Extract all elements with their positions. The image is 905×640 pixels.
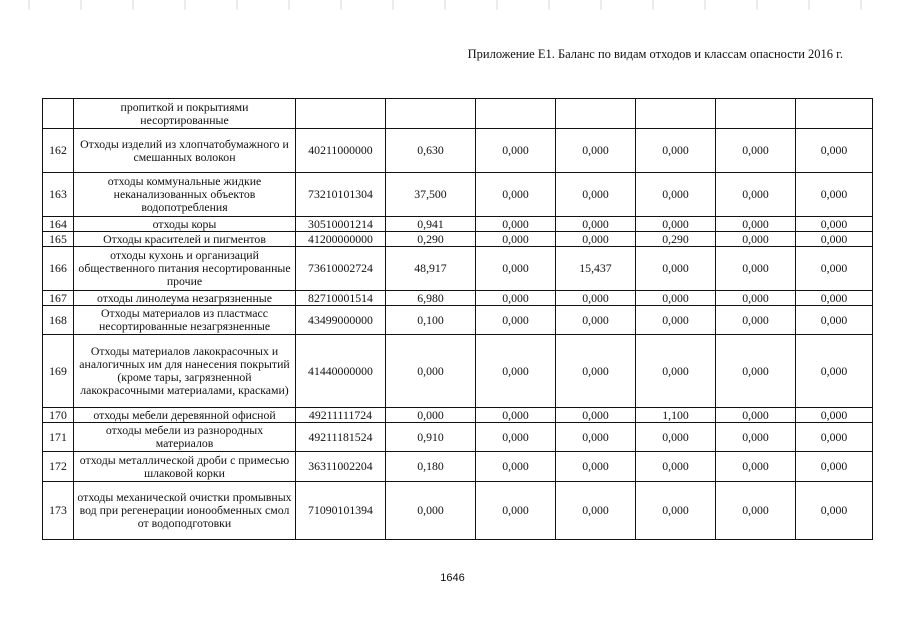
waste-code-cell: 36311002204 [296, 452, 386, 482]
value-cell: 0,000 [476, 482, 556, 540]
value-cell: 0,000 [386, 482, 476, 540]
value-cell: 0,000 [556, 291, 636, 306]
row-number-cell: 172 [43, 452, 74, 482]
waste-balance-table [42, 98, 873, 540]
waste-code-cell: 40211000000 [296, 129, 386, 173]
value-cell: 0,000 [716, 306, 796, 335]
value-cell [386, 99, 476, 129]
waste-name-cell: отходы мебели из разнородных материалов [74, 423, 296, 452]
row-number-cell: 173 [43, 482, 74, 540]
row-number-cell: 170 [43, 408, 74, 423]
value-cell: 0,000 [636, 173, 716, 217]
value-cell: 0,000 [796, 423, 873, 452]
table-row [43, 408, 873, 423]
value-cell: 0,000 [796, 482, 873, 540]
value-cell: 0,000 [716, 173, 796, 217]
waste-code-cell [296, 99, 386, 129]
value-cell: 0,000 [716, 291, 796, 306]
waste-name-cell: Отходы изделий из хлопчатобумажного и смешанных волокон [74, 129, 296, 173]
table-row [43, 452, 873, 482]
row-number-cell: 164 [43, 217, 74, 232]
waste-code-cell: 43499000000 [296, 306, 386, 335]
row-number-cell: 166 [43, 247, 74, 291]
value-cell [476, 99, 556, 129]
waste-name-cell: отходы линолеума незагрязненные [74, 291, 296, 306]
table-row [43, 232, 873, 247]
row-number-cell: 165 [43, 232, 74, 247]
value-cell: 0,000 [556, 335, 636, 408]
value-cell: 0,000 [476, 291, 556, 306]
value-cell: 0,000 [636, 452, 716, 482]
value-cell: 37,500 [386, 173, 476, 217]
value-cell: 0,000 [796, 291, 873, 306]
value-cell [636, 99, 716, 129]
table-row [43, 423, 873, 452]
value-cell: 0,000 [636, 129, 716, 173]
value-cell: 0,180 [386, 452, 476, 482]
value-cell: 0,000 [476, 232, 556, 247]
value-cell: 0,000 [716, 217, 796, 232]
value-cell: 1,100 [636, 408, 716, 423]
value-cell: 0,000 [796, 247, 873, 291]
value-cell: 0,000 [556, 306, 636, 335]
value-cell: 0,000 [556, 232, 636, 247]
table-row [43, 335, 873, 408]
value-cell: 0,000 [476, 408, 556, 423]
value-cell: 0,100 [386, 306, 476, 335]
value-cell: 0,000 [476, 306, 556, 335]
table-row [43, 247, 873, 291]
value-cell: 0,000 [796, 335, 873, 408]
row-number-cell: 163 [43, 173, 74, 217]
row-number-cell: 169 [43, 335, 74, 408]
value-cell: 0,000 [476, 217, 556, 232]
waste-name-cell: Отходы красителей и пигментов [74, 232, 296, 247]
row-number-cell: 168 [43, 306, 74, 335]
waste-name-cell: отходы коры [74, 217, 296, 232]
value-cell: 6,980 [386, 291, 476, 306]
value-cell: 0,000 [796, 452, 873, 482]
waste-code-cell: 49211181524 [296, 423, 386, 452]
table-row [43, 482, 873, 540]
value-cell: 0,000 [796, 306, 873, 335]
value-cell: 0,000 [556, 408, 636, 423]
value-cell: 0,000 [556, 173, 636, 217]
row-number-cell [43, 99, 74, 129]
value-cell: 0,000 [796, 173, 873, 217]
value-cell: 48,917 [386, 247, 476, 291]
value-cell: 0,000 [556, 129, 636, 173]
value-cell: 0,000 [556, 423, 636, 452]
waste-code-cell: 30510001214 [296, 217, 386, 232]
waste-code-cell: 71090101394 [296, 482, 386, 540]
table-row [43, 129, 873, 173]
waste-name-cell: Отходы материалов лакокрасочных и аналогичных им для нанесения покрытий (кроме тары, загрязненной лакокрасочными материалами, красками) [74, 335, 296, 408]
waste-name-cell: отходы механической очистки промывных вод при регенерации ионообменных смол от водоподготовки [74, 482, 296, 540]
value-cell: 0,000 [716, 482, 796, 540]
waste-code-cell: 41200000000 [296, 232, 386, 247]
value-cell: 0,000 [636, 335, 716, 408]
value-cell: 0,000 [386, 335, 476, 408]
appendix-caption: Приложение Е1. Баланс по видам отходов и классам опасности 2016 г. [467, 47, 843, 61]
value-cell: 0,000 [636, 291, 716, 306]
value-cell: 0,000 [796, 217, 873, 232]
value-cell: 0,630 [386, 129, 476, 173]
scan-artifact-strip [0, 0, 905, 10]
value-cell: 0,000 [636, 423, 716, 452]
table-row [43, 99, 873, 129]
value-cell: 0,000 [476, 173, 556, 217]
value-cell: 0,000 [476, 452, 556, 482]
value-cell: 0,000 [636, 482, 716, 540]
value-cell: 0,941 [386, 217, 476, 232]
row-number-cell: 162 [43, 129, 74, 173]
value-cell: 0,000 [476, 247, 556, 291]
waste-code-cell: 82710001514 [296, 291, 386, 306]
table-row [43, 173, 873, 217]
value-cell: 0,000 [716, 452, 796, 482]
value-cell: 0,000 [476, 129, 556, 173]
value-cell: 0,000 [716, 423, 796, 452]
value-cell: 0,000 [716, 232, 796, 247]
table-row [43, 217, 873, 232]
row-number-cell: 167 [43, 291, 74, 306]
waste-code-cell: 73610002724 [296, 247, 386, 291]
value-cell: 0,290 [636, 232, 716, 247]
waste-code-cell: 73210101304 [296, 173, 386, 217]
value-cell: 0,000 [386, 408, 476, 423]
value-cell: 0,290 [386, 232, 476, 247]
waste-name-cell: отходы металлической дроби с примесью шлаковой корки [74, 452, 296, 482]
value-cell: 0,000 [716, 129, 796, 173]
page-number: 1646 [440, 572, 465, 584]
waste-name-cell: отходы мебели деревянной офисной [74, 408, 296, 423]
value-cell [796, 99, 873, 129]
value-cell: 0,000 [636, 247, 716, 291]
table-row [43, 291, 873, 306]
value-cell [716, 99, 796, 129]
table-row [43, 306, 873, 335]
value-cell: 15,437 [556, 247, 636, 291]
waste-code-cell: 49211111724 [296, 408, 386, 423]
value-cell: 0,000 [636, 217, 716, 232]
value-cell: 0,000 [636, 306, 716, 335]
row-number-cell: 171 [43, 423, 74, 452]
waste-name-cell: Отходы материалов из пластмасс несортированные незагрязненные [74, 306, 296, 335]
value-cell: 0,000 [796, 232, 873, 247]
value-cell: 0,000 [556, 217, 636, 232]
value-cell [556, 99, 636, 129]
table-body [43, 99, 873, 540]
waste-name-cell: пропиткой и покрытиями несортированные [74, 99, 296, 129]
value-cell: 0,000 [716, 408, 796, 423]
value-cell: 0,000 [556, 482, 636, 540]
waste-name-cell: отходы кухонь и организаций общественного питания несортированные прочие [74, 247, 296, 291]
waste-name-cell: отходы коммунальные жидкие неканализованных объектов водопотребления [74, 173, 296, 217]
value-cell: 0,000 [476, 423, 556, 452]
value-cell: 0,000 [716, 247, 796, 291]
value-cell: 0,000 [556, 452, 636, 482]
value-cell: 0,000 [796, 408, 873, 423]
value-cell: 0,000 [796, 129, 873, 173]
value-cell: 0,000 [476, 335, 556, 408]
value-cell: 0,910 [386, 423, 476, 452]
waste-code-cell: 41440000000 [296, 335, 386, 408]
value-cell: 0,000 [716, 335, 796, 408]
